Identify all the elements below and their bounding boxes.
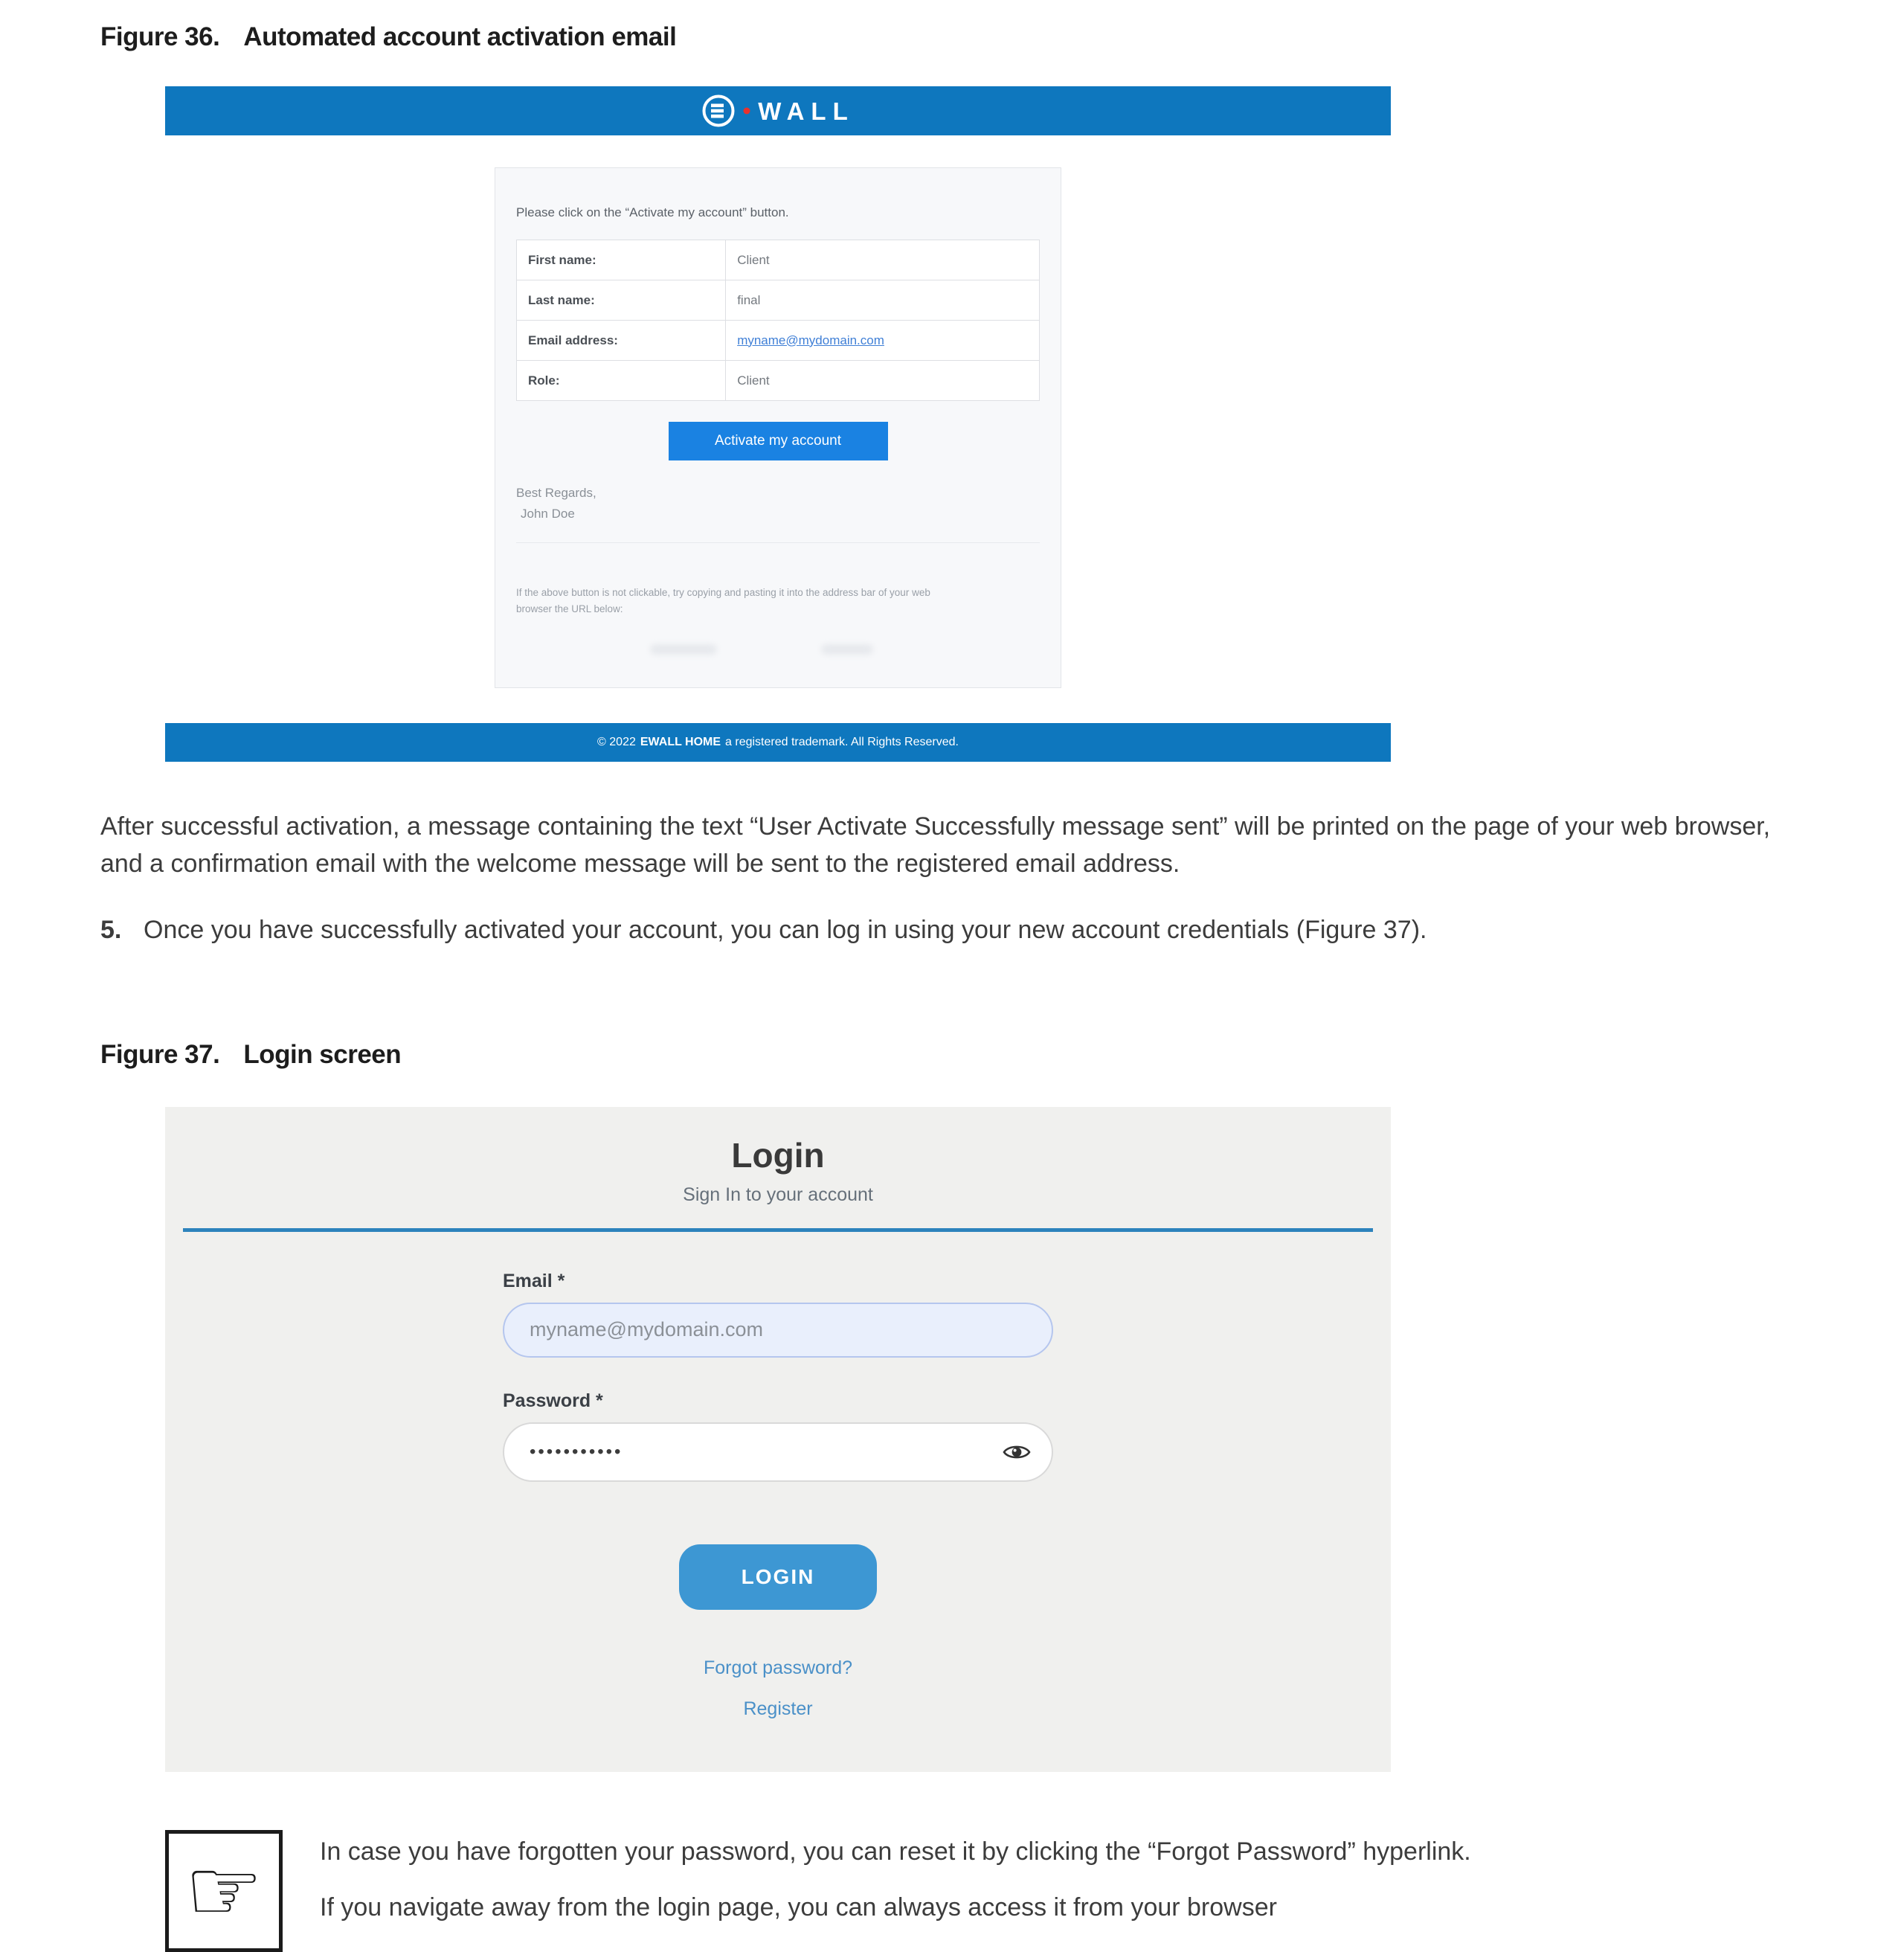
field-label: Email address: — [517, 321, 726, 361]
activation-paragraph: After successful activation, a message containing the text “User Activate Successfully message sent” will be printed on the page of your web browser, and a confirmation email with the welcome message will be sent to the registered email address. — [100, 812, 1771, 879]
login-subtitle: Sign In to your account — [683, 1184, 873, 1205]
forgot-password-link[interactable]: Forgot password? — [703, 1657, 853, 1678]
signoff-regards: Best Regards, — [516, 486, 596, 500]
email-input[interactable] — [503, 1303, 1053, 1358]
field-label: First name: — [517, 240, 726, 280]
figure37-caption-label: Figure 37. — [100, 1039, 220, 1069]
redacted-blob — [650, 644, 717, 655]
email-field-label: Email * — [503, 1270, 565, 1291]
figure36-caption-title: Automated account activation email — [243, 22, 677, 51]
table-row — [517, 361, 1040, 401]
figure36-caption — [100, 22, 1904, 52]
login-title: Login — [731, 1135, 825, 1175]
table-row — [517, 321, 1040, 361]
ewall-logo-icon — [701, 94, 736, 128]
account-details-table — [516, 240, 1040, 401]
note-block — [165, 1830, 1904, 1952]
table-row — [517, 240, 1040, 280]
password-field-wrap — [503, 1422, 1053, 1482]
login-divider-rule — [183, 1228, 1373, 1232]
redacted-url-area — [516, 640, 1040, 662]
field-value: Client — [726, 361, 1040, 401]
pointing-hand-icon: ☞ — [184, 1841, 263, 1940]
note-text — [320, 1830, 1471, 1952]
step-5 — [100, 916, 1904, 945]
figure37-caption-title: Login screen — [243, 1039, 402, 1069]
login-form — [503, 1271, 1053, 1720]
step-text: Once you have successfully activated your account, you can log in using your new account credentials (Figure 37). — [144, 915, 1427, 944]
email-divider — [516, 542, 1040, 543]
figure37-login-screenshot — [165, 1107, 1391, 1772]
note-icon-box — [165, 1830, 283, 1952]
note-line-2: If you navigate away from the login page, you can always access it from your browser — [320, 1892, 1277, 1922]
redacted-blob — [821, 644, 873, 655]
password-input[interactable] — [503, 1422, 1053, 1482]
login-button[interactable]: LOGIN — [679, 1544, 877, 1610]
eye-icon[interactable] — [1003, 1441, 1031, 1463]
footer-brand: EWALL HOME — [640, 736, 721, 748]
table-row — [517, 280, 1040, 321]
figure36-email-screenshot — [165, 86, 1391, 762]
password-field-label: Password * — [503, 1390, 603, 1411]
field-label: Role: — [517, 361, 726, 401]
step-number: 5. — [100, 915, 122, 944]
figure37-caption — [100, 1040, 1904, 1070]
field-value: Client — [726, 240, 1040, 280]
email-footer-bar — [165, 723, 1391, 762]
email-header-bar — [165, 86, 1391, 135]
email-address-link[interactable]: myname@mydomain.com — [737, 333, 884, 347]
field-label: Last name: — [517, 280, 726, 321]
email-signoff — [516, 483, 1040, 524]
ewall-logo — [701, 94, 854, 128]
logo-wordmark: WALL — [758, 97, 855, 125]
figure36-caption-label: Figure 36. — [100, 22, 220, 51]
field-value: final — [726, 280, 1040, 321]
email-content-card — [495, 167, 1061, 688]
logo-dot-icon — [743, 107, 750, 115]
footer-trademark-text: a registered trademark. All Rights Reserved. — [725, 736, 959, 748]
email-body — [165, 135, 1391, 723]
activate-account-button[interactable]: Activate my account — [669, 422, 888, 460]
email-intro-text: Please click on the “Activate my account” button. — [516, 205, 789, 219]
signoff-sender: John Doe — [521, 507, 575, 521]
email-fallback-text: If the above button is not clickable, try copying and pasting it into the address bar of your web browser the URL below: — [516, 587, 930, 614]
register-link[interactable]: Register — [743, 1698, 813, 1719]
footer-copyright: © 2022 — [597, 736, 636, 748]
note-line-1: In case you have forgotten your password, you can reset it by clicking the “Forgot Password” hyperlink. — [320, 1837, 1471, 1866]
